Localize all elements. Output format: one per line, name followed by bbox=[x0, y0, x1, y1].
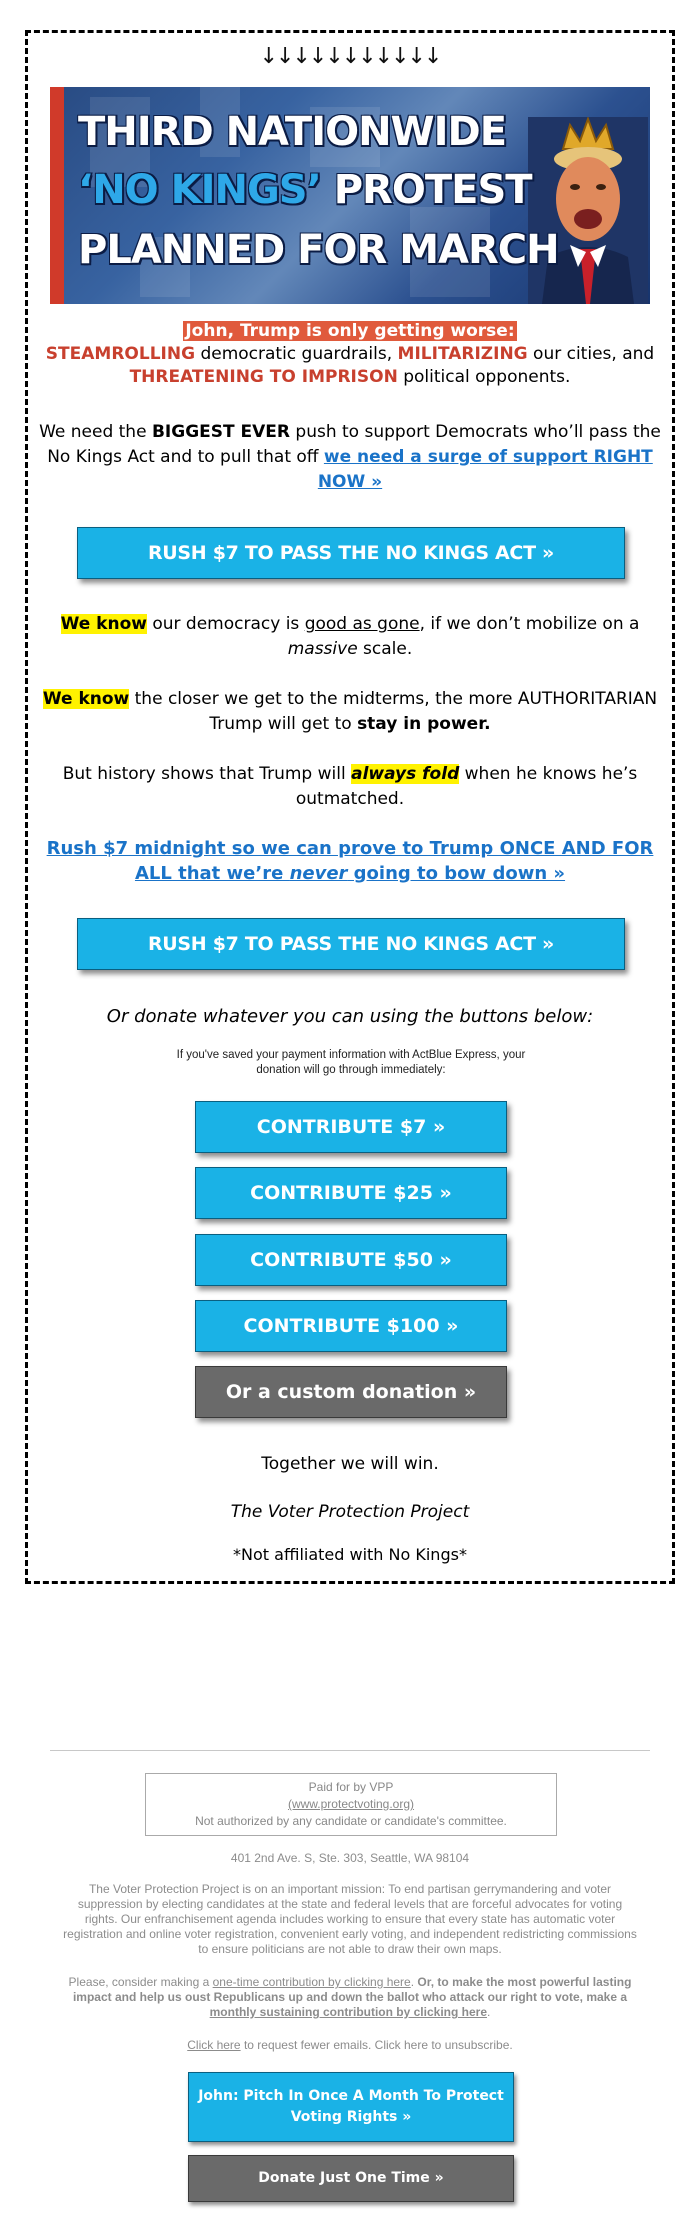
contribution-request bbox=[60, 1975, 640, 2020]
hero-title-line-1: THIRD NATIONWIDE bbox=[78, 109, 507, 155]
hero-banner[interactable] bbox=[50, 87, 650, 304]
paragraph-history bbox=[38, 762, 662, 812]
contribute-100-button[interactable]: CONTRIBUTE $100 » bbox=[195, 1300, 507, 1352]
hero-title-line-2-rest: PROTEST bbox=[320, 167, 532, 213]
p4-text-1: But history shows that Trump will bbox=[62, 764, 352, 784]
intro-headline: John, Trump is only getting worse: bbox=[185, 321, 515, 341]
not-authorized: Not authorized by any candidate or candidate's committee. bbox=[195, 1814, 507, 1828]
p2-italic: massive bbox=[287, 639, 358, 659]
intro-text-1: democratic guardrails, bbox=[195, 344, 398, 364]
hero-title-line-3: PLANNED FOR MARCH bbox=[78, 227, 559, 273]
actblue-note: If you've saved your payment information with ActBlue Express, your donation will go through immediately: bbox=[176, 1049, 526, 1076]
donate-one-time-button[interactable]: Donate Just One Time » bbox=[188, 2155, 514, 2202]
fewer-emails-link[interactable]: Click here bbox=[187, 2038, 241, 2052]
hero-accent-bar bbox=[50, 87, 64, 304]
please-bold: Or, to make the most powerful lasting impact and help us oust Republicans up and down the ballot who attack our right to vote, make a bbox=[72, 1975, 632, 2004]
intro-emphasis-2: MILITARIZING bbox=[397, 344, 528, 364]
custom-donation-button[interactable]: Or a custom donation » bbox=[195, 1366, 507, 1418]
paragraph-democracy bbox=[38, 612, 662, 662]
paid-by: Paid for by VPP bbox=[308, 1780, 394, 1794]
intro-paragraph bbox=[38, 320, 662, 389]
address: 401 2nd Ave. S, Ste. 303, Seattle, WA 98104 bbox=[230, 1851, 470, 1865]
rush-midnight-link[interactable] bbox=[47, 838, 654, 884]
p2-text-3: scale. bbox=[357, 639, 413, 659]
footer-divider bbox=[50, 1750, 650, 1751]
p3-bold: stay in power. bbox=[357, 714, 491, 734]
intro-text-2: our cities, and bbox=[527, 344, 655, 364]
hero-title-highlight: ‘NO KINGS’ bbox=[78, 167, 321, 213]
p2-text-1: our democracy is bbox=[146, 614, 305, 634]
p2-underline: good as gone bbox=[304, 614, 420, 634]
contribute-25-button[interactable]: CONTRIBUTE $25 » bbox=[195, 1167, 507, 1219]
paragraph-biggest-push bbox=[38, 420, 662, 495]
closing-line: Together we will win. bbox=[261, 1454, 439, 1474]
p1-bold: BIGGEST EVER bbox=[151, 422, 290, 442]
contribute-50-button[interactable]: CONTRIBUTE $50 » bbox=[195, 1234, 507, 1286]
rush-7-button-top[interactable]: RUSH $7 TO PASS THE NO KINGS ACT » bbox=[77, 527, 625, 579]
please-text-2: . bbox=[410, 1975, 418, 1989]
surge-support-link[interactable]: we need a surge of support RIGHT NOW » bbox=[317, 447, 653, 492]
monthly-pitch-button[interactable]: John: Pitch In Once A Month To Protect Voting Rights » bbox=[188, 2072, 514, 2142]
monthly-contribution-link[interactable]: monthly sustaining contribution by clicking here bbox=[209, 2005, 487, 2019]
disclaimer: *Not affiliated with No Kings* bbox=[233, 1545, 467, 1564]
p4-highlight: always fold bbox=[351, 764, 460, 784]
please-text-1: Please, consider making a bbox=[68, 1975, 213, 1989]
p4-text-2: when he knows he’s outmatched. bbox=[295, 764, 638, 809]
p5-text-2[interactable]: going to bow down » bbox=[347, 863, 566, 884]
contribute-7-button[interactable]: CONTRIBUTE $7 » bbox=[195, 1101, 507, 1153]
intro-emphasis-3: THREATENING TO IMPRISON bbox=[129, 367, 398, 387]
p2-highlight: We know bbox=[60, 614, 147, 634]
p1-text-1: We need the bbox=[39, 422, 152, 442]
please-text-3: . bbox=[487, 2005, 491, 2019]
paid-for-box bbox=[145, 1773, 557, 1836]
organization-signature: The Voter Protection Project bbox=[230, 1502, 470, 1522]
down-arrows: ↓↓↓↓↓↓↓↓↓↓↓ bbox=[259, 44, 441, 69]
p5-italic[interactable]: never bbox=[289, 863, 348, 884]
unsubscribe-text[interactable]: to request fewer emails. Click here to unsubscribe. bbox=[240, 2038, 513, 2052]
one-time-contribution-link[interactable]: one-time contribution by clicking here bbox=[212, 1975, 411, 1989]
p3-text-1: the closer we get to the midterms, the more AUTHORITARIAN Trump will get to bbox=[129, 689, 658, 734]
p5-text-1[interactable]: Rush $7 midnight so we can prove to Trump ONCE AND FOR ALL that we’re bbox=[46, 838, 654, 884]
trump-portrait-image bbox=[528, 117, 648, 304]
intro-emphasis-1: STEAMROLLING bbox=[45, 344, 196, 364]
mission-statement: The Voter Protection Project is on an important mission: To end partisan gerrymandering and voter suppression by electing candidates at the state and federal levels that are forceful advocates for voting rights. Our enfranchisement agenda includes working to ensure that every state has automatic voter registration and online voter registration, convenient early voting, and independent redistricting commissions to ensure politicians are not able to draw their own maps. bbox=[63, 1882, 637, 1956]
p2-text-2: , if we don’t mobilize on a bbox=[419, 614, 640, 634]
email-preferences bbox=[60, 2038, 640, 2053]
intro-text-3: political opponents. bbox=[397, 367, 571, 387]
p3-highlight: We know bbox=[42, 689, 130, 709]
p1-text-2: push to support Democrats who’ll pass the No Kings Act and to pull that off bbox=[47, 422, 661, 467]
paragraph-rush-link[interactable] bbox=[38, 836, 662, 886]
hero-title-line-2 bbox=[78, 167, 532, 213]
rush-7-button-bottom[interactable]: RUSH $7 TO PASS THE NO KINGS ACT » bbox=[77, 918, 625, 970]
website-link[interactable]: (www.protectvoting.org) bbox=[287, 1797, 415, 1811]
paragraph-midterms bbox=[38, 687, 662, 737]
donate-heading: Or donate whatever you can using the buttons below: bbox=[106, 1006, 594, 1027]
